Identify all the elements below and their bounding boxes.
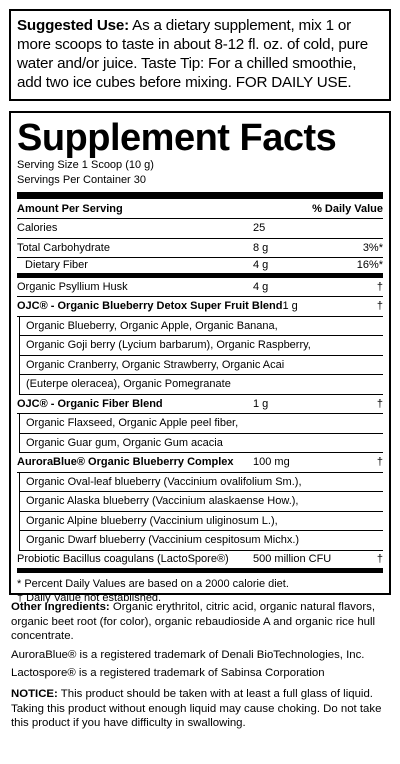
ingredient-text: Organic Oval-leaf blueberry (Vaccinium ovalifolium Sm.), xyxy=(26,475,302,488)
nutrient-amount: 4 g xyxy=(253,280,269,293)
ingredient-text: Organic Flaxseed, Organic Apple peel fiber, xyxy=(26,417,239,430)
notice-label: NOTICE: xyxy=(11,687,58,700)
ingredient-text: Organic Alaska blueberry (Vaccinium alaskaense How.), xyxy=(26,495,299,508)
nutrient-row-fiber xyxy=(17,258,383,278)
other-info xyxy=(11,600,391,735)
probiotic-dv: † xyxy=(376,553,383,565)
probiotic-name: Probiotic Bacillus coagulans (LactoSpore®) xyxy=(17,553,229,565)
other-ingredients-text: Organic erythritol, citric acid, organic natural flavors, organic beet root (for color), organic rebaudioside A and organic rice hull concentrate. xyxy=(11,601,376,643)
ingredient-line xyxy=(20,414,383,434)
trademark-aurorablue: AuroraBlue® is a registered trademark of Denali BioTechnologies, Inc. xyxy=(11,648,365,661)
servings-per-container: Servings Per Container 30 xyxy=(17,174,147,186)
blend-ingredients-fiber xyxy=(19,414,383,453)
ingredient-line xyxy=(20,375,383,395)
suggested-use-label: Suggested Use: xyxy=(17,17,129,34)
footnote-dagger: † Daily Value not established. xyxy=(17,591,162,604)
other-ingredients-label: Other Ingredients: xyxy=(11,601,110,613)
blend-dv: † xyxy=(376,456,383,469)
ingredient-text: Organic Blueberry, Organic Apple, Organic Banana, xyxy=(26,319,278,332)
blend-amount: 1 g xyxy=(282,300,298,313)
ingredient-line xyxy=(20,336,383,356)
ingredient-line xyxy=(20,512,383,532)
nutrient-row-calories xyxy=(17,219,383,239)
ingredient-line xyxy=(20,531,383,551)
facts-header-row xyxy=(17,199,383,219)
nutrient-amount: 8 g xyxy=(253,241,269,254)
ingredient-text: Organic Cranberry, Organic Strawberry, Organic Acai xyxy=(26,358,285,371)
thick-divider xyxy=(17,192,383,199)
ingredient-line xyxy=(20,473,383,493)
nutrient-name: Calories xyxy=(17,222,58,235)
notice xyxy=(11,687,391,731)
nutrient-amount: 25 xyxy=(253,222,266,235)
ingredient-line xyxy=(20,317,383,337)
trademark-lactospore: Lactospore® is a registered trademark of Sabinsa Corporation xyxy=(11,667,325,680)
ingredient-line xyxy=(20,492,383,512)
supplement-facts-panel xyxy=(9,111,391,604)
suggested-use-box xyxy=(9,9,391,101)
blend-row-detox xyxy=(17,297,383,317)
ingredient-text: Organic Guar gum, Organic Gum acacia xyxy=(26,436,223,449)
ingredient-line xyxy=(20,356,383,376)
probiotic-row xyxy=(17,551,383,573)
other-ingredients xyxy=(11,600,391,644)
notice-text: This product should be taken with at least a full glass of liquid. Taking this product without enough liquid may cause choking. Do not take this product if you have difficulty in swallowing. xyxy=(11,687,382,730)
blend-name: AuroraBlue® Organic Blueberry Complex xyxy=(17,456,234,469)
blend-ingredients-aurorablue xyxy=(19,473,383,551)
nutrient-dv: 3%* xyxy=(362,241,383,254)
footnote-percent: * Percent Daily Values are based on a 2000 calorie diet. xyxy=(17,577,289,590)
blend-name: OJC® - Organic Blueberry Detox Super Fruit Blend xyxy=(17,300,283,313)
blend-name: OJC® - Organic Fiber Blend xyxy=(17,397,163,410)
nutrient-name: Dietary Fiber xyxy=(25,259,88,272)
nutrient-name: Total Carbohydrate xyxy=(17,241,110,254)
facts-title: Supplement Facts xyxy=(17,117,337,159)
ingredient-line xyxy=(20,434,383,454)
amount-header: Amount Per Serving xyxy=(17,202,123,215)
nutrient-amount: 4 g xyxy=(253,259,269,272)
blend-ingredients-detox xyxy=(19,317,383,395)
nutrient-dv: † xyxy=(376,280,383,293)
ingredient-text: (Euterpe oleracea), Organic Pomegranate xyxy=(26,378,231,391)
blend-amount: 1 g xyxy=(253,397,269,410)
nutrient-dv: 16%* xyxy=(356,259,383,272)
suggested-use-text: As a dietary supplement, mix 1 or more scoops to taste in about 8-12 fl. oz. of cold, pure water and/or juice. Taste Tip: For a chilled smoothie, add two ice cubes before mixing. FOR DAILY USE. xyxy=(17,17,368,91)
ingredient-text: Organic Dwarf blueberry (Vaccinium cespitosum Michx.) xyxy=(26,534,300,547)
blend-row-aurorablue xyxy=(17,453,383,473)
nutrient-row-carbohydrate xyxy=(17,239,383,259)
nutrient-name: Organic Psyllium Husk xyxy=(17,280,128,293)
probiotic-amount: 500 million CFU xyxy=(253,553,332,565)
blend-dv: † xyxy=(376,300,383,313)
blend-amount: 100 mg xyxy=(253,456,290,469)
serving-size: Serving Size 1 Scoop (10 g) xyxy=(17,159,154,171)
ingredient-text: Organic Alpine blueberry (Vaccinium uliginosum L.), xyxy=(26,514,278,527)
blend-row-fiber xyxy=(17,395,383,415)
ingredient-text: Organic Goji berry (Lycium barbarum), Organic Raspberry, xyxy=(26,339,311,352)
nutrient-row-psyllium xyxy=(17,278,383,298)
blend-dv: † xyxy=(376,397,383,410)
dv-header: % Daily Value xyxy=(312,202,383,215)
